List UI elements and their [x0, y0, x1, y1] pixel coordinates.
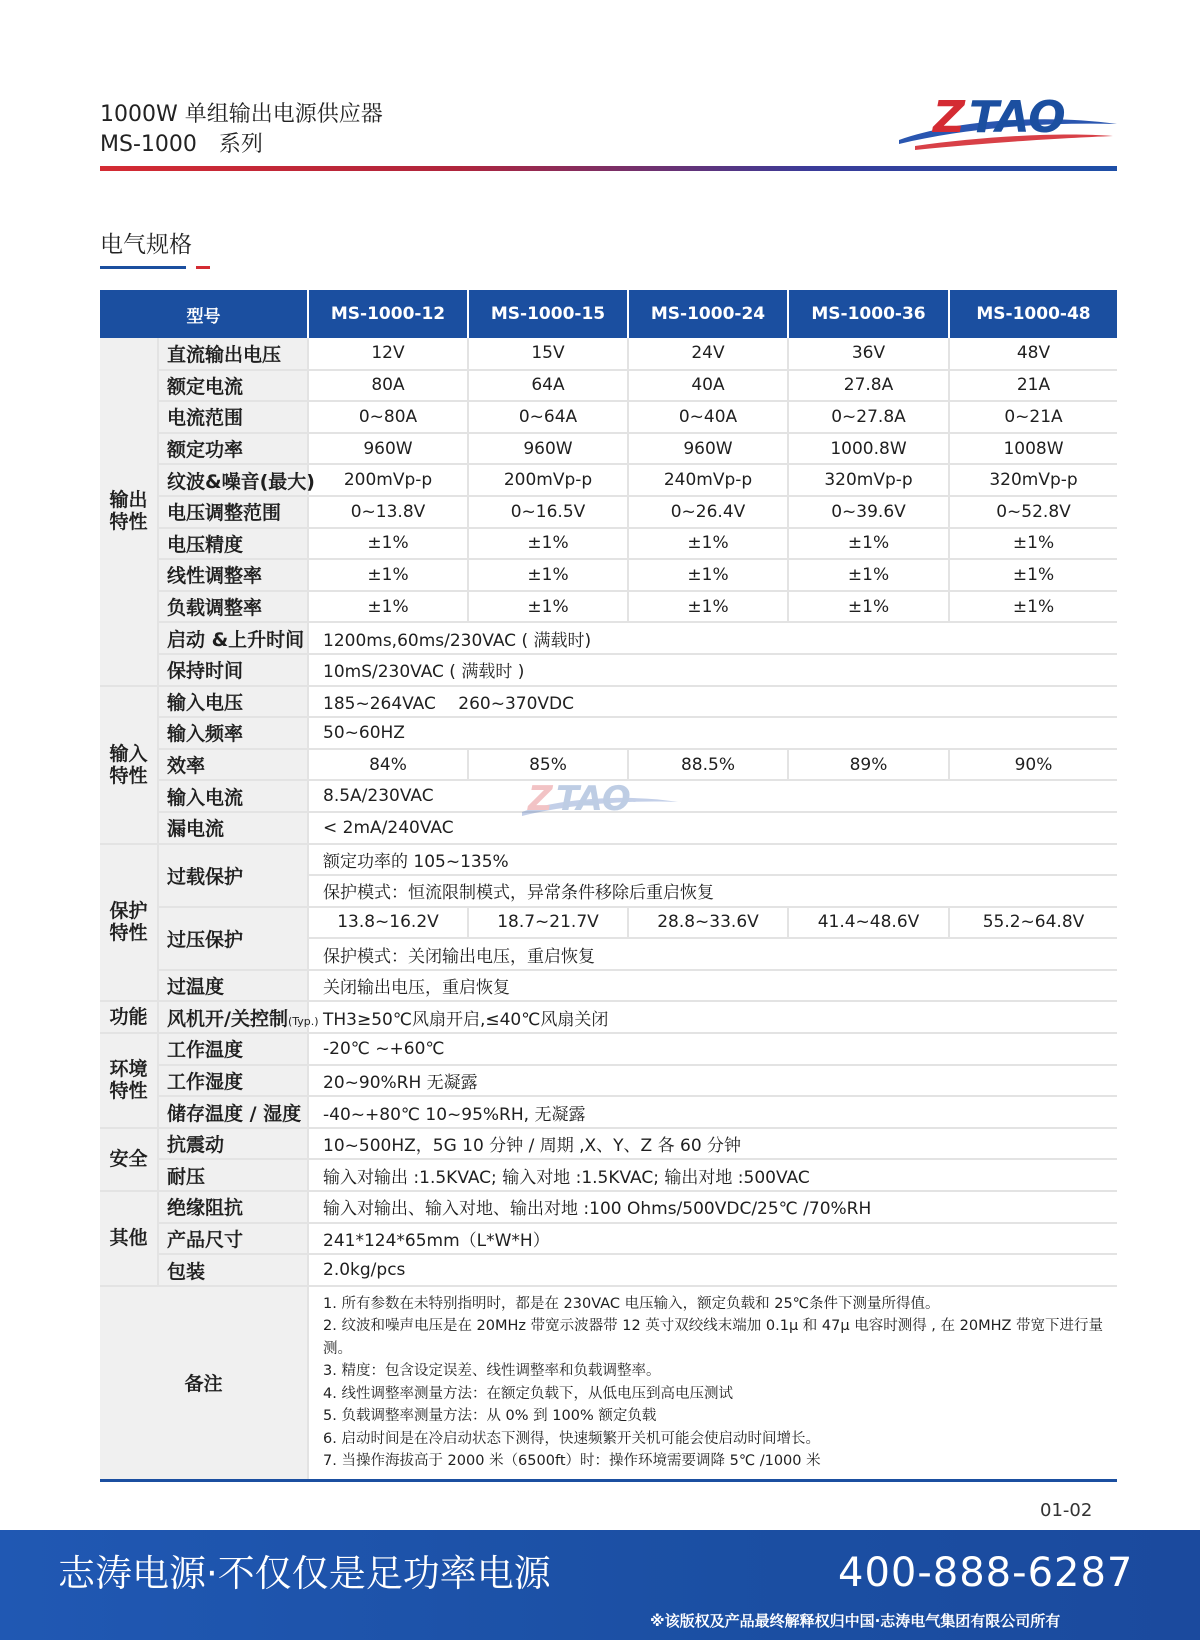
cell-value: 55.2~64.8V	[949, 907, 1117, 939]
cell-value: 输入对输出 :1.5KVAC; 输入对地 :1.5KVAC; 输出对地 :500VAC	[308, 1159, 1117, 1191]
category-environment: 环境特性	[100, 1033, 158, 1128]
cell-value: ±1%	[468, 591, 628, 623]
row-label: 启动 &上升时间	[158, 622, 308, 654]
row-label: 电压调整范围	[158, 496, 308, 528]
cell-value: 2.0kg/pcs	[308, 1254, 1117, 1286]
row-label: 耐压	[158, 1159, 308, 1191]
cell-value: 0~39.6V	[788, 496, 949, 528]
row-label: 过压保护	[158, 907, 308, 970]
table-row	[100, 970, 1117, 1002]
cell-value: 8.5A/230VAC	[308, 780, 1117, 812]
cell-value: 90%	[949, 749, 1117, 781]
row-label: 输入电压	[158, 686, 308, 718]
section-underline-blue	[100, 266, 186, 269]
table-header-row	[100, 290, 1117, 338]
cell-value: 0~80A	[308, 401, 468, 433]
row-label: 抗震动	[158, 1128, 308, 1160]
note-item: 5. 负载调整率测量方法：从 0% 到 100% 额定负载	[323, 1408, 657, 1425]
cell-value: 41.4~48.6V	[788, 907, 949, 939]
category-function: 功能	[100, 1001, 158, 1033]
cell-value: 240mVp-p	[628, 464, 788, 496]
document-title	[100, 100, 383, 160]
row-label: 绝缘阻抗	[158, 1191, 308, 1223]
page-number: 01-02	[1040, 1500, 1093, 1521]
cell-value: ±1%	[788, 591, 949, 623]
table-row	[100, 1128, 1117, 1160]
cell-value: 200mVp-p	[468, 464, 628, 496]
cell-value: 0~26.4V	[628, 496, 788, 528]
cell-value: TH3≥50℃风扇开启,≤40℃风扇关闭	[308, 1001, 1117, 1033]
footer-slogan: 志涛电源·不仅仅是足功率电源	[58, 1552, 551, 1595]
section-underline-red	[196, 266, 210, 269]
ztao-watermark	[520, 776, 680, 824]
cell-value: 1008W	[949, 433, 1117, 465]
table-row	[100, 338, 1117, 370]
cell-value: 10~500HZ，5G 10 分钟 / 周期 ,X、Y、Z 各 60 分钟	[308, 1128, 1117, 1160]
row-label: 额定电流	[158, 370, 308, 402]
row-label: 风机开/关控制(Typ.)	[158, 1001, 308, 1033]
row-label: 直流输出电压	[158, 338, 308, 370]
footer-banner	[0, 1530, 1200, 1640]
cell-value: 84%	[308, 749, 468, 781]
cell-value: 320mVp-p	[949, 464, 1117, 496]
svg-text:TAO: TAO	[556, 779, 631, 819]
cell-value: 0~27.8A	[788, 401, 949, 433]
note-item: 3. 精度：包含设定误差、线性调整率和负载调整率。	[323, 1363, 661, 1380]
cell-value: 50~60HZ	[308, 717, 1117, 749]
cell-value: 13.8~16.2V	[308, 907, 468, 939]
row-label: 包装	[158, 1254, 308, 1286]
model-col-12: MS-1000-12	[308, 290, 468, 338]
table-row	[100, 1065, 1117, 1097]
cell-value: 88.5%	[628, 749, 788, 781]
table-row	[100, 844, 1117, 876]
cell-value: ±1%	[628, 591, 788, 623]
cell-value: 21A	[949, 370, 1117, 402]
cell-value: 0~21A	[949, 401, 1117, 433]
section-title: 电气规格	[100, 232, 192, 258]
row-label: 输入电流	[158, 780, 308, 812]
category-input: 输入特性	[100, 686, 158, 844]
cell-value: ±1%	[468, 528, 628, 560]
cell-value: ±1%	[949, 528, 1117, 560]
table-row	[100, 1191, 1117, 1223]
cell-value: 24V	[628, 338, 788, 370]
cell-value: 960W	[468, 433, 628, 465]
cell-value: 0~64A	[468, 401, 628, 433]
table-row	[100, 496, 1117, 528]
cell-value: 10mS/230VAC ( 满载时 )	[308, 654, 1117, 686]
notes-row	[100, 1286, 1117, 1481]
table-row	[100, 1001, 1117, 1033]
notes-label: 备注	[100, 1286, 308, 1481]
cell-value: 额定功率的 105~135%	[308, 844, 1117, 876]
cell-value: 关闭输出电压，重启恢复	[308, 970, 1117, 1002]
cell-value: -40~+80℃ 10~95%RH, 无凝露	[308, 1096, 1117, 1128]
table-row	[100, 370, 1117, 402]
row-label: 电流范围	[158, 401, 308, 433]
row-label: 工作温度	[158, 1033, 308, 1065]
row-label: 纹波&噪音(最大)	[158, 464, 308, 496]
cell-value: ±1%	[308, 559, 468, 591]
row-label: 输入频率	[158, 717, 308, 749]
table-row	[100, 433, 1117, 465]
row-label: 工作湿度	[158, 1065, 308, 1097]
footer-phone: 400-888-6287	[838, 1550, 1134, 1596]
cell-value: 40A	[628, 370, 788, 402]
cell-value: 1200ms,60ms/230VAC ( 满载时)	[308, 622, 1117, 654]
cell-value: ±1%	[949, 559, 1117, 591]
header-divider	[100, 166, 1117, 171]
note-item: 1. 所有参数在未特别指明时，都是在 230VAC 电压输入，额定负载和 25℃条件下测量所得值。	[323, 1295, 940, 1312]
category-other: 其他	[100, 1191, 158, 1286]
cell-value: 1000.8W	[788, 433, 949, 465]
note-item: 2. 纹波和噪声电压是在 20MHz 带宽示波器带 12 英寸双绞线末端加 0.1μ 和 47μ 电容时测得 , 在 20MHZ 带宽下进行量测。	[323, 1318, 1104, 1357]
notes-list	[308, 1286, 1117, 1481]
cell-value: < 2mA/240VAC	[308, 812, 1117, 844]
note-item: 4. 线性调整率测量方法：在额定负载下，从低电压到高电压测试	[323, 1385, 733, 1402]
footer-copyright: ※该版权及产品最终解释权归中国·志涛电气集团有限公司所有	[650, 1612, 1061, 1630]
table-row	[100, 907, 1117, 939]
row-label: 负载调整率	[158, 591, 308, 623]
svg-text:TAO: TAO	[969, 92, 1066, 143]
table-row	[100, 654, 1117, 686]
cell-value: 64A	[468, 370, 628, 402]
cell-value: 保护模式：恒流限制模式，异常条件移除后重启恢复	[308, 875, 1117, 907]
row-label: 额定功率	[158, 433, 308, 465]
cell-value: ±1%	[949, 591, 1117, 623]
category-protection: 保护特性	[100, 844, 158, 1002]
table-row	[100, 1033, 1117, 1065]
cell-value: 85%	[468, 749, 628, 781]
title-line-1: 1000W 单组输出电源供应器	[100, 102, 383, 127]
cell-value: 960W	[308, 433, 468, 465]
cell-value: 0~13.8V	[308, 496, 468, 528]
table-row	[100, 622, 1117, 654]
spec-table	[100, 290, 1117, 1482]
cell-value: 185~264VAC 260~370VDC	[308, 686, 1117, 718]
cell-value: ±1%	[628, 559, 788, 591]
row-label: 效率	[158, 749, 308, 781]
model-col-48: MS-1000-48	[949, 290, 1117, 338]
ztao-logo	[895, 92, 1120, 154]
cell-value: 89%	[788, 749, 949, 781]
cell-value: 0~40A	[628, 401, 788, 433]
row-label: 漏电流	[158, 812, 308, 844]
table-row	[100, 1223, 1117, 1255]
row-label: 电压精度	[158, 528, 308, 560]
cell-value: 27.8A	[788, 370, 949, 402]
cell-value: ±1%	[628, 528, 788, 560]
cell-value: ±1%	[468, 559, 628, 591]
row-label: 过温度	[158, 970, 308, 1002]
row-label: 线性调整率	[158, 559, 308, 591]
table-row	[100, 1254, 1117, 1286]
cell-value: 960W	[628, 433, 788, 465]
model-header: 型号	[100, 290, 308, 338]
cell-value: 输入对输出、输入对地、输出对地 :100 Ohms/500VDC/25℃ /70%RH	[308, 1191, 1117, 1223]
cell-value: ±1%	[788, 528, 949, 560]
row-label: 产品尺寸	[158, 1223, 308, 1255]
cell-value: 48V	[949, 338, 1117, 370]
cell-value: 241*124*65mm（L*W*H）	[308, 1223, 1117, 1255]
model-col-36: MS-1000-36	[788, 290, 949, 338]
cell-value: 80A	[308, 370, 468, 402]
cell-value: 200mVp-p	[308, 464, 468, 496]
table-row	[100, 401, 1117, 433]
note-item: 6. 启动时间是在冷启动状态下测得，快速频繁开关机可能会使启动时间增长。	[323, 1430, 820, 1447]
model-col-24: MS-1000-24	[628, 290, 788, 338]
svg-text:Z: Z	[528, 779, 553, 819]
cell-value: 保护模式：关闭输出电压，重启恢复	[308, 938, 1117, 970]
cell-value: 320mVp-p	[788, 464, 949, 496]
cell-value: 36V	[788, 338, 949, 370]
cell-value: 0~16.5V	[468, 496, 628, 528]
cell-value: 20~90%RH 无凝露	[308, 1065, 1117, 1097]
cell-value: 18.7~21.7V	[468, 907, 628, 939]
table-row	[100, 528, 1117, 560]
row-label: 过载保护	[158, 844, 308, 907]
cell-value: 28.8~33.6V	[628, 907, 788, 939]
category-output: 输出特性	[100, 338, 158, 686]
table-row	[100, 1159, 1117, 1191]
cell-value: -20℃ ~+60℃	[308, 1033, 1117, 1065]
row-label: 保持时间	[158, 654, 308, 686]
cell-value: 12V	[308, 338, 468, 370]
table-row	[100, 591, 1117, 623]
cell-value: 15V	[468, 338, 628, 370]
table-row	[100, 1096, 1117, 1128]
note-item: 7. 当操作海拔高于 2000 米（6500ft）时：操作环境需要调降 5℃ /1000 米	[323, 1453, 821, 1470]
title-line-2: MS-1000 系列	[100, 132, 263, 157]
table-row	[100, 464, 1117, 496]
cell-value: ±1%	[308, 591, 468, 623]
table-row	[100, 717, 1117, 749]
cell-value: 0~52.8V	[949, 496, 1117, 528]
category-safety: 安全	[100, 1128, 158, 1191]
svg-text:Z: Z	[933, 92, 965, 143]
table-row	[100, 686, 1117, 718]
table-row	[100, 559, 1117, 591]
cell-value: ±1%	[788, 559, 949, 591]
cell-value: ±1%	[308, 528, 468, 560]
row-label: 储存温度 / 湿度	[158, 1096, 308, 1128]
model-col-15: MS-1000-15	[468, 290, 628, 338]
